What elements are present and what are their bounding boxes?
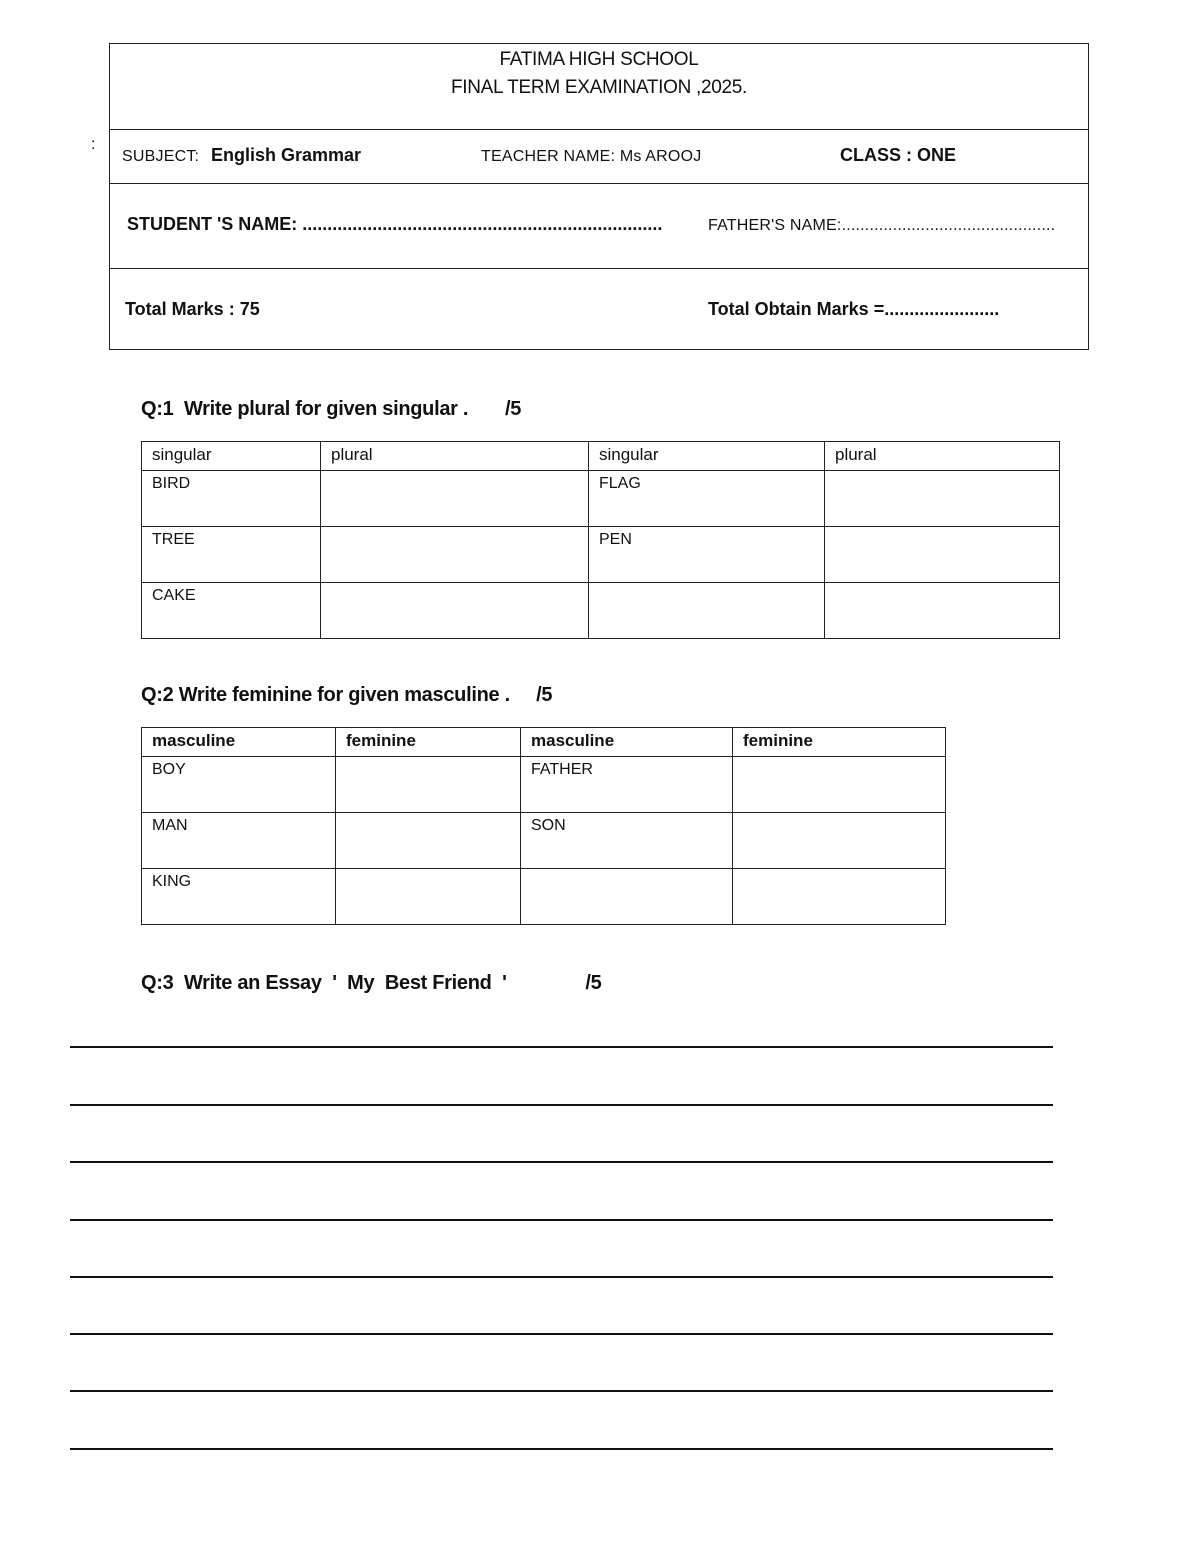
header-cell: masculine — [521, 728, 733, 757]
table-row — [142, 757, 946, 813]
table-row — [142, 813, 946, 869]
essay-writing-line[interactable] — [70, 1161, 1053, 1163]
table-cell: TREE — [142, 527, 321, 583]
header-title-row — [110, 44, 1088, 130]
header-cell: plural — [321, 442, 589, 471]
header-cell: feminine — [336, 728, 521, 757]
answer-cell[interactable] — [825, 471, 1060, 527]
answer-cell[interactable] — [321, 527, 589, 583]
answer-cell[interactable] — [321, 471, 589, 527]
essay-writing-line[interactable] — [70, 1276, 1053, 1278]
table-header-row — [142, 442, 1060, 471]
table-cell: KING — [142, 869, 336, 925]
answer-cell[interactable] — [336, 757, 521, 813]
header-cell: feminine — [733, 728, 946, 757]
student-name-field: STUDENT 'S NAME: ........................................................................ — [127, 214, 663, 234]
table-cell — [521, 869, 733, 925]
class-label: CLASS : ONE — [840, 145, 957, 165]
table-cell: MAN — [142, 813, 336, 869]
table-cell: SON — [521, 813, 733, 869]
answer-cell[interactable] — [733, 813, 946, 869]
table-row — [142, 527, 1060, 583]
header-cell: singular — [142, 442, 321, 471]
header-subject-row — [110, 130, 1088, 184]
table-header-row — [142, 728, 946, 757]
table-cell — [589, 583, 825, 639]
header-cell: singular — [589, 442, 825, 471]
father-name-field: FATHER'S NAME:.............................................. — [708, 217, 1056, 234]
total-obtain-marks: Total Obtain Marks =....................... — [708, 299, 1000, 319]
exam-header-box — [109, 43, 1089, 350]
subject-value: English Grammar — [211, 145, 362, 165]
table-cell: FATHER — [521, 757, 733, 813]
table-row — [142, 471, 1060, 527]
q1-table — [141, 441, 1060, 639]
essay-writing-line[interactable] — [70, 1219, 1053, 1221]
essay-writing-line[interactable] — [70, 1390, 1053, 1392]
header-names-row — [110, 184, 1088, 269]
essay-writing-line[interactable] — [70, 1046, 1053, 1048]
q2-title: Q:2 Write feminine for given masculine . /5 — [141, 684, 553, 706]
side-colon: : — [91, 136, 96, 153]
teacher-name: TEACHER NAME: Ms AROOJ — [481, 148, 702, 165]
answer-cell[interactable] — [336, 813, 521, 869]
q1-title: Q:1 Write plural for given singular . /5 — [141, 398, 522, 420]
table-row — [142, 869, 946, 925]
table-cell: FLAG — [589, 471, 825, 527]
essay-writing-line[interactable] — [70, 1104, 1053, 1106]
table-cell: CAKE — [142, 583, 321, 639]
answer-cell[interactable] — [733, 869, 946, 925]
header-marks-row — [110, 269, 1088, 349]
school-name: FATIMA HIGH SCHOOL — [499, 49, 699, 70]
answer-cell[interactable] — [825, 527, 1060, 583]
answer-cell[interactable] — [321, 583, 589, 639]
total-marks: Total Marks : 75 — [125, 299, 260, 319]
table-cell: PEN — [589, 527, 825, 583]
q2-table — [141, 727, 946, 925]
table-cell: BIRD — [142, 471, 321, 527]
header-cell: plural — [825, 442, 1060, 471]
subject-label: SUBJECT: — [122, 148, 200, 165]
q3-title: Q:3 Write an Essay ' My Best Friend ' /5 — [141, 972, 602, 994]
answer-cell[interactable] — [336, 869, 521, 925]
answer-cell[interactable] — [825, 583, 1060, 639]
header-cell: masculine — [142, 728, 336, 757]
exam-title: FINAL TERM EXAMINATION ,2025. — [450, 77, 748, 98]
answer-cell[interactable] — [733, 757, 946, 813]
essay-writing-line[interactable] — [70, 1448, 1053, 1450]
essay-writing-line[interactable] — [70, 1333, 1053, 1335]
table-cell: BOY — [142, 757, 336, 813]
table-row — [142, 583, 1060, 639]
